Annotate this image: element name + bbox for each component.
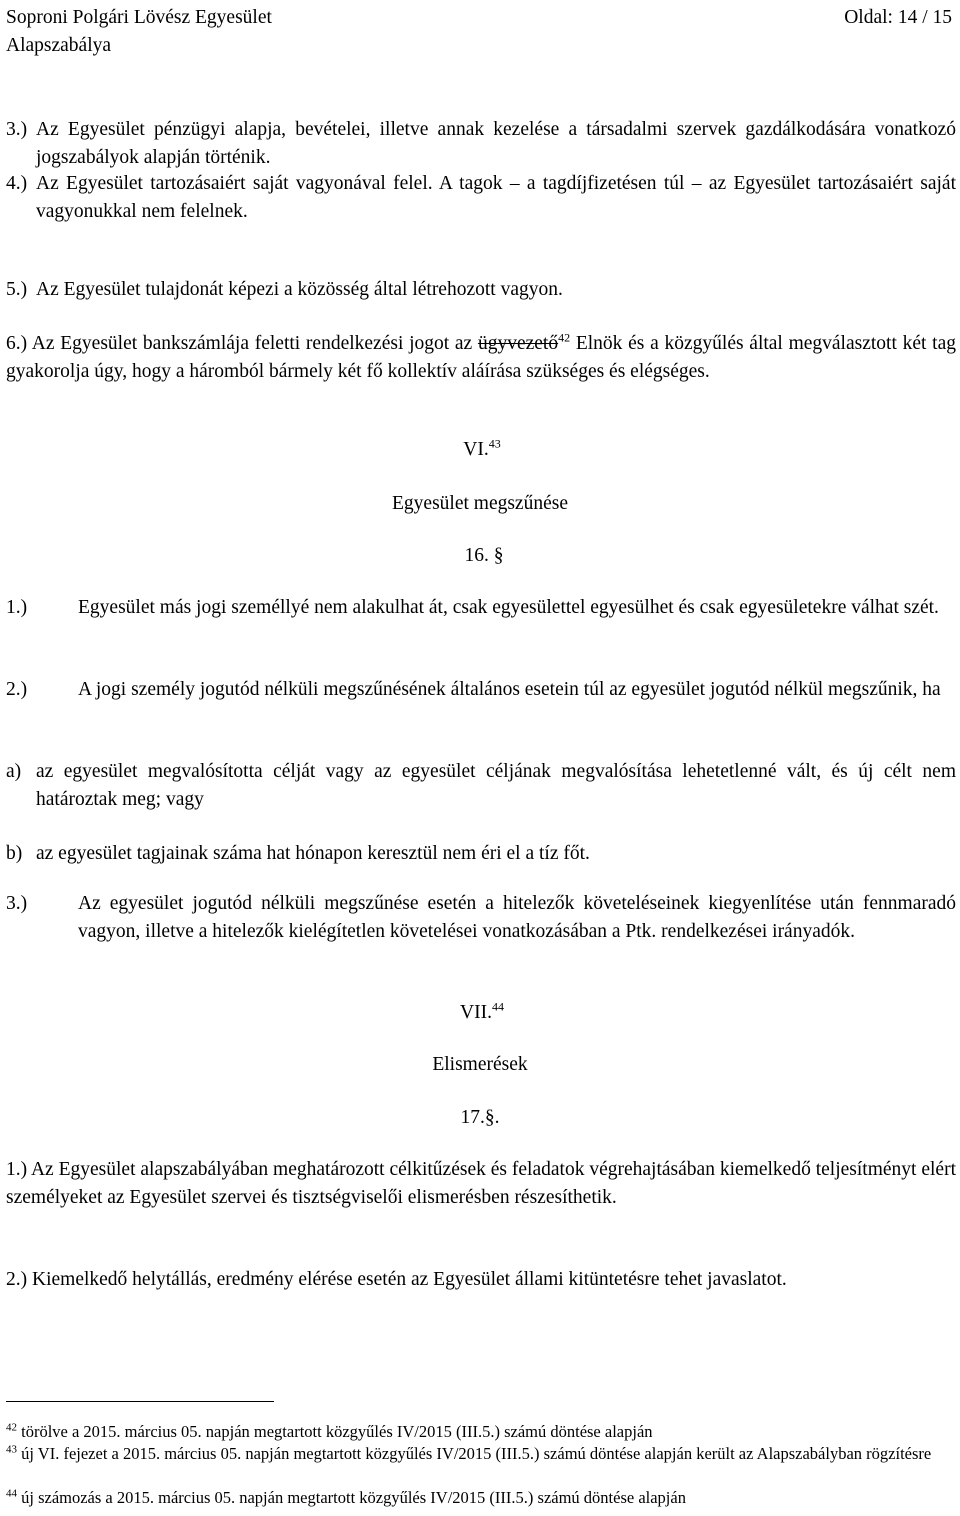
- page-number: Oldal: 14 / 15: [844, 7, 952, 28]
- section-sign-icon: §: [493, 545, 504, 566]
- chapter-vi-paragraph-1: 1.) Egyesület más jogi személlyé nem alakulhat át, csak egyesülettel egyesülhet és csak egyesületekre válhat szét.: [6, 594, 956, 622]
- section-16-heading: [4, 542, 960, 570]
- footnote-43: [6, 1444, 956, 1464]
- paragraph-3-finance: 3.) Az Egyesület pénzügyi alapja, bevételei, illetve annak kezelése a társadalmi szervek gazdálkodására vonatkozó jogszabályok alapján történik.: [6, 116, 956, 172]
- paragraph-4-liability: 4.) Az Egyesület tartozásaiért saját vagyonával felel. A tagok – a tagdíjfizetésen túl – az Egyesület tartozásaiért saját vagyonukkal nem felelnek.: [6, 170, 956, 226]
- chapter-number: VII.: [460, 1002, 492, 1023]
- paragraph-text: Az Egyesület alapszabályában meghatározott célkitűzések és feladatok végrehajtásában kiemelkedő teljesítményt elért személyeket az Egyesület szervei és tisztségviselői elismerésben részesíthetik.: [6, 1159, 956, 1208]
- paragraph-6-bank-account: [6, 330, 956, 386]
- footnote-text: törölve a 2015. március 05. napján megtartott közgyűlés IV/2015 (III.5.) számú döntése alapján: [21, 1422, 653, 1441]
- organization-name: Soproni Polgári Lövész Egyesület: [6, 7, 272, 28]
- footnote-separator: [6, 1401, 274, 1402]
- footnote-text: új VI. fejezet a 2015. március 05. napján megtartott közgyűlés IV/2015 (III.5.) számú döntése alapján került az Alapszabályban rögzítésre: [21, 1444, 932, 1463]
- chapter-vii-paragraph-1: [6, 1156, 956, 1212]
- paragraph-number: 1.): [6, 1159, 28, 1180]
- paragraph-text: Kiemelkedő helytállás, eredmény elérése esetén az Egyesület állami kitüntetésre tehet javaslatot.: [32, 1269, 787, 1290]
- footnote-ref-43[interactable]: 43: [488, 436, 501, 451]
- footnote-ref-42[interactable]: 42: [558, 330, 571, 345]
- paragraph-text: az egyesület tagjainak száma hat hónapon keresztül nem éri el a tíz főt.: [36, 843, 590, 864]
- chapter-number: VI.: [463, 439, 489, 460]
- chapter-vii-paragraph-2: [6, 1266, 956, 1294]
- paragraph-text-after: Elnök és a közgyűlés által megválasztott két tag gyakorolja úgy, hogy a háromból bármely két fő kollektív aláírása szükséges és elégséges.: [6, 333, 956, 382]
- footnote-number: 42: [6, 1421, 17, 1434]
- chapter-vi-paragraph-2: 2.) A jogi személy jogutód nélküli megszűnésének általános esetein túl az egyesület jogutód nélkül megszűnik, ha: [6, 676, 956, 704]
- paragraph-text: A jogi személy jogutód nélküli megszűnésének általános esetein túl az egyesület jogutód nélkül megszűnik, ha: [78, 679, 941, 700]
- paragraph-text: Az egyesület jogutód nélküli megszűnése esetén a hitelezők követeléseinek kiegyenlítése után fennmaradó vagyon, illetve a hitelezők kielégítetlen követelései vonatkozásában a Ptk. rendelkezései irányadók.: [78, 893, 956, 942]
- paragraph-text: Egyesület más jogi személlyé nem alakulhat át, csak egyesülettel egyesülhet és csak egyesületekre válhat szét.: [78, 597, 939, 618]
- footnote-number: 43: [6, 1443, 17, 1456]
- paragraph-number: 6.): [6, 333, 28, 354]
- paragraph-number: 2.): [6, 1269, 28, 1290]
- footnote-ref-44[interactable]: 44: [491, 999, 504, 1014]
- struck-text: ügyvezető: [477, 333, 559, 354]
- section-number: 16.: [464, 545, 489, 566]
- section-17-heading: 17.§.: [460, 1107, 500, 1128]
- page-header-left: [6, 4, 272, 60]
- footnote-number: 44: [6, 1487, 17, 1500]
- document-name: Alapszabálya: [6, 35, 112, 56]
- paragraph-text-before: Az Egyesület bankszámlája feletti rendelkezési jogot az: [31, 333, 473, 354]
- paragraph-text: az egyesület megvalósította célját vagy az egyesület céljának megvalósítása lehetetlenné vált, és új célt nem határoztak meg; vagy: [36, 761, 956, 810]
- paragraph-5-property: 5.) Az Egyesület tulajdonát képezi a közösség által létrehozott vagyon.: [6, 276, 956, 304]
- chapter-vi-heading: [2, 436, 960, 464]
- chapter-vi-point-b: b) az egyesület tagjainak száma hat hónapon keresztül nem éri el a tíz főt.: [6, 840, 956, 868]
- footnote-44: [6, 1488, 956, 1508]
- chapter-vi-title: Egyesület megszűnése: [392, 493, 568, 514]
- paragraph-text: Az Egyesület tulajdonát képezi a közösség által létrehozott vagyon.: [36, 279, 563, 300]
- footnote-42: [6, 1422, 956, 1442]
- paragraph-text: Az Egyesület pénzügyi alapja, bevételei, illetve annak kezelése a társadalmi szervek gazdálkodására vonatkozó jogszabályok alapján történik.: [36, 119, 956, 168]
- chapter-vi-point-a: a) az egyesület megvalósította célját vagy az egyesület céljának megvalósítása lehetetlenné vált, és új célt nem határoztak meg; vagy: [6, 758, 956, 814]
- chapter-vii-title: Elismerések: [432, 1054, 528, 1075]
- chapter-vi-paragraph-3: 3.) Az egyesület jogutód nélküli megszűnése esetén a hitelezők követeléseinek kiegyenlítése után fennmaradó vagyon, illetve a hitelezők kielégítetlen követelései vonatkozásában a Ptk. rendelkezései irányadók.: [6, 890, 956, 946]
- footnote-text: új számozás a 2015. március 05. napján megtartott közgyűlés IV/2015 (III.5.) számú döntése alapján: [21, 1488, 686, 1507]
- paragraph-text: Az Egyesület tartozásaiért saját vagyonával felel. A tagok – a tagdíjfizetésen túl – az Egyesület tartozásaiért saját vagyonukkal nem felelnek.: [36, 173, 956, 222]
- chapter-vii-heading: [2, 999, 960, 1027]
